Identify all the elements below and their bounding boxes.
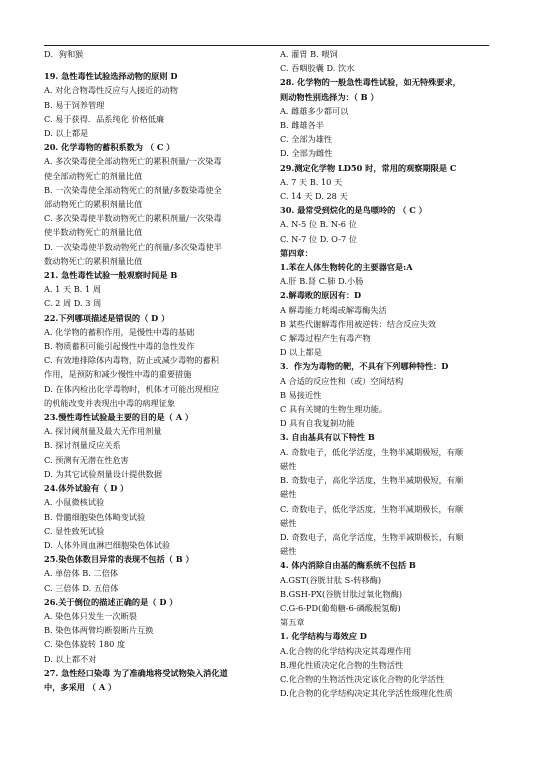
text-line: C. 有效地排除体内毒物，防止或减少毒物的蓄积: [44, 355, 219, 366]
text-line: D. 一次染毒使半数动物死亡的剂量/多次染毒使半: [44, 241, 222, 252]
text-line: 部动物死亡的累积剂量比值: [44, 199, 143, 210]
text-line: A 合适的反应性和（或）空间结构: [280, 375, 404, 386]
spacer: [44, 61, 272, 69]
question-line: 2.解毒败的原因有：D: [280, 290, 362, 301]
text-line: B 易接近性: [280, 389, 322, 400]
text-line: B. 易于饲养管理: [44, 99, 105, 110]
text-line: 磁性: [280, 546, 297, 557]
text-line: B. 骨髓细胞染色体畸变试验: [44, 511, 146, 522]
text-line: B 某些代谢解毒作用被逆转：结合反应失效: [280, 318, 436, 329]
text-line: C. 多次染毒使半数动物死亡的累积剂量/一次染毒: [44, 213, 222, 224]
text-line: A. 探讨阈剂量及最大无作用剂量: [44, 426, 162, 437]
text-line: 使全部动物死亡的剂量比值: [44, 170, 143, 181]
question-line: 19. 急性毒性试验选择动物的原则 D: [44, 71, 178, 82]
text-line: A.肝 B.肾 C.肺 D.小肠: [280, 276, 364, 287]
question-line: 3. 自由基具有以下特性 B: [280, 432, 375, 443]
question-line: 22.下列哪项描述是错误的（ D ）: [44, 312, 170, 323]
text-line: B. 物质蓄积可能引起慢性中毒的急性发作: [44, 341, 195, 352]
text-line: A.化合物的化学结构决定其毒理作用: [280, 645, 412, 656]
text-line: A 解毒能力耗竭或解毒酶失活: [280, 304, 387, 315]
text-line: C 具有关键的生物生理功能。: [280, 404, 388, 415]
text-line: B. 探讨剂量反应关系: [44, 440, 121, 451]
text-line: C.化合物的生物活性决定该化合物的化学活性: [280, 673, 445, 684]
text-line: A. 1 天 B. 1 周: [44, 284, 101, 295]
text-line: A. 对化合物毒性反应与人接近的动物: [44, 85, 178, 96]
text-line: C. 全部为雄性: [280, 134, 333, 145]
text-line: D．狗和猴: [44, 49, 84, 59]
question-line: 20. 化学毒物的蓄积系数为 （ C ）: [44, 142, 175, 153]
question-line: 第四章：: [280, 247, 313, 258]
text-line: 磁性: [280, 517, 297, 528]
text-line: 使半数动物死亡的剂量比值: [44, 227, 143, 238]
text-line: 作用，是预防和减少慢性中毒的重要措施: [44, 369, 192, 380]
text-line: B.GSH-PX(谷胱甘肽过氧化物酶): [280, 588, 403, 599]
text-line: C. 吞咽胶囊 D. 饮水: [280, 63, 355, 74]
text-line: C. N-7 位 D. O-7 位: [280, 233, 357, 244]
text-line: A. 奇数电子，低化学活度，生物半减期极短，有顺: [280, 446, 464, 457]
text-line: B.理化性质决定化合物的生物活性: [280, 659, 404, 670]
question-line: 26.关于倒位的描述正确的是（ D ）: [44, 596, 178, 607]
question-line: 23.慢性毒性试验最主要的目的是（ A ）: [44, 412, 194, 423]
text-line: C. 染色体旋转 180 度: [44, 639, 126, 650]
header-rule: [44, 45, 489, 46]
text-line: 数动物死亡的累积剂量比值: [44, 255, 143, 266]
question-line: 29.测定化学物 LD50 时，常用的观察期限是 C: [280, 162, 457, 173]
text-line: D 具有自我复制功能: [280, 418, 355, 429]
question-line: 30. 最常受到烷化的是鸟嘌呤的 （ C ）: [280, 205, 427, 216]
text-line: C. 预测有无潜在性危害: [44, 454, 129, 465]
question-line: 27. 急性经口染毒 为了准确地将受试物染入消化道: [44, 667, 228, 678]
question-line: 21. 急性毒性试验一般观察时间是 B: [44, 270, 178, 281]
text-line: D. 在体内检出化学毒物时，机体才可能出现相应: [44, 383, 220, 394]
text-line: 第五章: [280, 617, 305, 628]
text-line: A.GST(谷胱甘肽 S-转移酶): [280, 574, 382, 585]
text-line: A. 灌胃 B. 喂饲: [280, 49, 338, 59]
text-line: A. 染色体只发生一次断裂: [44, 610, 137, 621]
question-line: 25.染色体数目异常的表现不包括（ B ）: [44, 554, 194, 565]
text-line: C.G-6-PD(葡萄糖-6-磷酸脱氢酶): [280, 602, 401, 613]
text-line: A. 雌雄多少都可以: [280, 105, 349, 116]
text-line: A. 单倍体 B. 二倍体: [44, 568, 119, 579]
text-line: 磁性: [280, 489, 297, 500]
text-line: A. 7 天 B. 10 天: [280, 176, 343, 187]
text-line: D. 人体外周血淋巴细胞染色体试验: [44, 539, 171, 550]
text-line: D 以上都是: [280, 347, 322, 358]
text-line: A. 多次染毒使全部动物死亡的累积剂量/一次染毒: [44, 156, 222, 167]
text-line: C 解毒过程产生有毒产物: [280, 333, 371, 344]
question-line: 28. 化学物的一般急性毒性试验，如无特殊要求，: [280, 77, 461, 88]
text-line: B. 一次染毒使全部动物死亡的剂量/多数染毒使全: [44, 184, 222, 195]
left-column: [44, 47, 272, 694]
text-line: D. 以上都不对: [44, 653, 97, 664]
text-line: D. 为其它试验剂量设计提供数据: [44, 468, 162, 479]
text-line: C. 三倍体 D. 五倍体: [44, 582, 119, 593]
text-line: 的机能改变并表现出中毒的病理征象: [44, 397, 176, 408]
text-line: C. 2 周 D. 3 周: [44, 298, 102, 309]
text-line: D. 全部为雌性: [280, 148, 333, 159]
text-line: A. N-5 位 B. N-6 位: [280, 219, 357, 230]
question-line: 1. 化学结构与毒效应 D: [280, 631, 367, 642]
text-line: D.化合物的化学结构决定其化学活性级理化性质: [280, 688, 453, 699]
question-line: 3．作为为毒物的靶，不具有下列哪种特性：D: [280, 361, 449, 372]
question-line: 中，多采用 （ A ）: [44, 681, 117, 692]
question-line: 24.体外试验有（ D ）: [44, 483, 129, 494]
text-line: C. 14 天 D. 28 天: [280, 191, 348, 202]
text-line: A. 小鼠微核试验: [44, 497, 105, 508]
text-line: B. 染色体两臂均断裂断片互换: [44, 625, 154, 636]
question-line: 则动物性别选择为：（ B ）: [280, 91, 379, 102]
text-line: C. 易于获得．品系纯化 价格低廉: [44, 113, 165, 124]
text-line: B. 雌雄各半: [280, 120, 324, 131]
text-line: C. 奇数电子，低化学活度，生物半减期极长，有顺: [280, 503, 464, 514]
text-line: D. 奇数电子，高化学活度，生物半减期极长，有顺: [280, 531, 464, 542]
text-line: D. 以上都是: [44, 128, 89, 139]
question-line: 4. 体内消除自由基的酶系统不包括 B: [280, 560, 416, 571]
question-line: 1.苯在人体生物转化的主要器官是:A: [280, 262, 413, 273]
right-column: [280, 47, 494, 700]
text-line: C. 显性致死试验: [44, 525, 105, 536]
text-line: A. 化学物的蓄积作用，是慢性中毒的基础: [44, 326, 195, 337]
text-line: 磁性: [280, 460, 297, 471]
text-line: B. 奇数电子，高化学活度，生物半减期极短，有顺: [280, 475, 464, 486]
